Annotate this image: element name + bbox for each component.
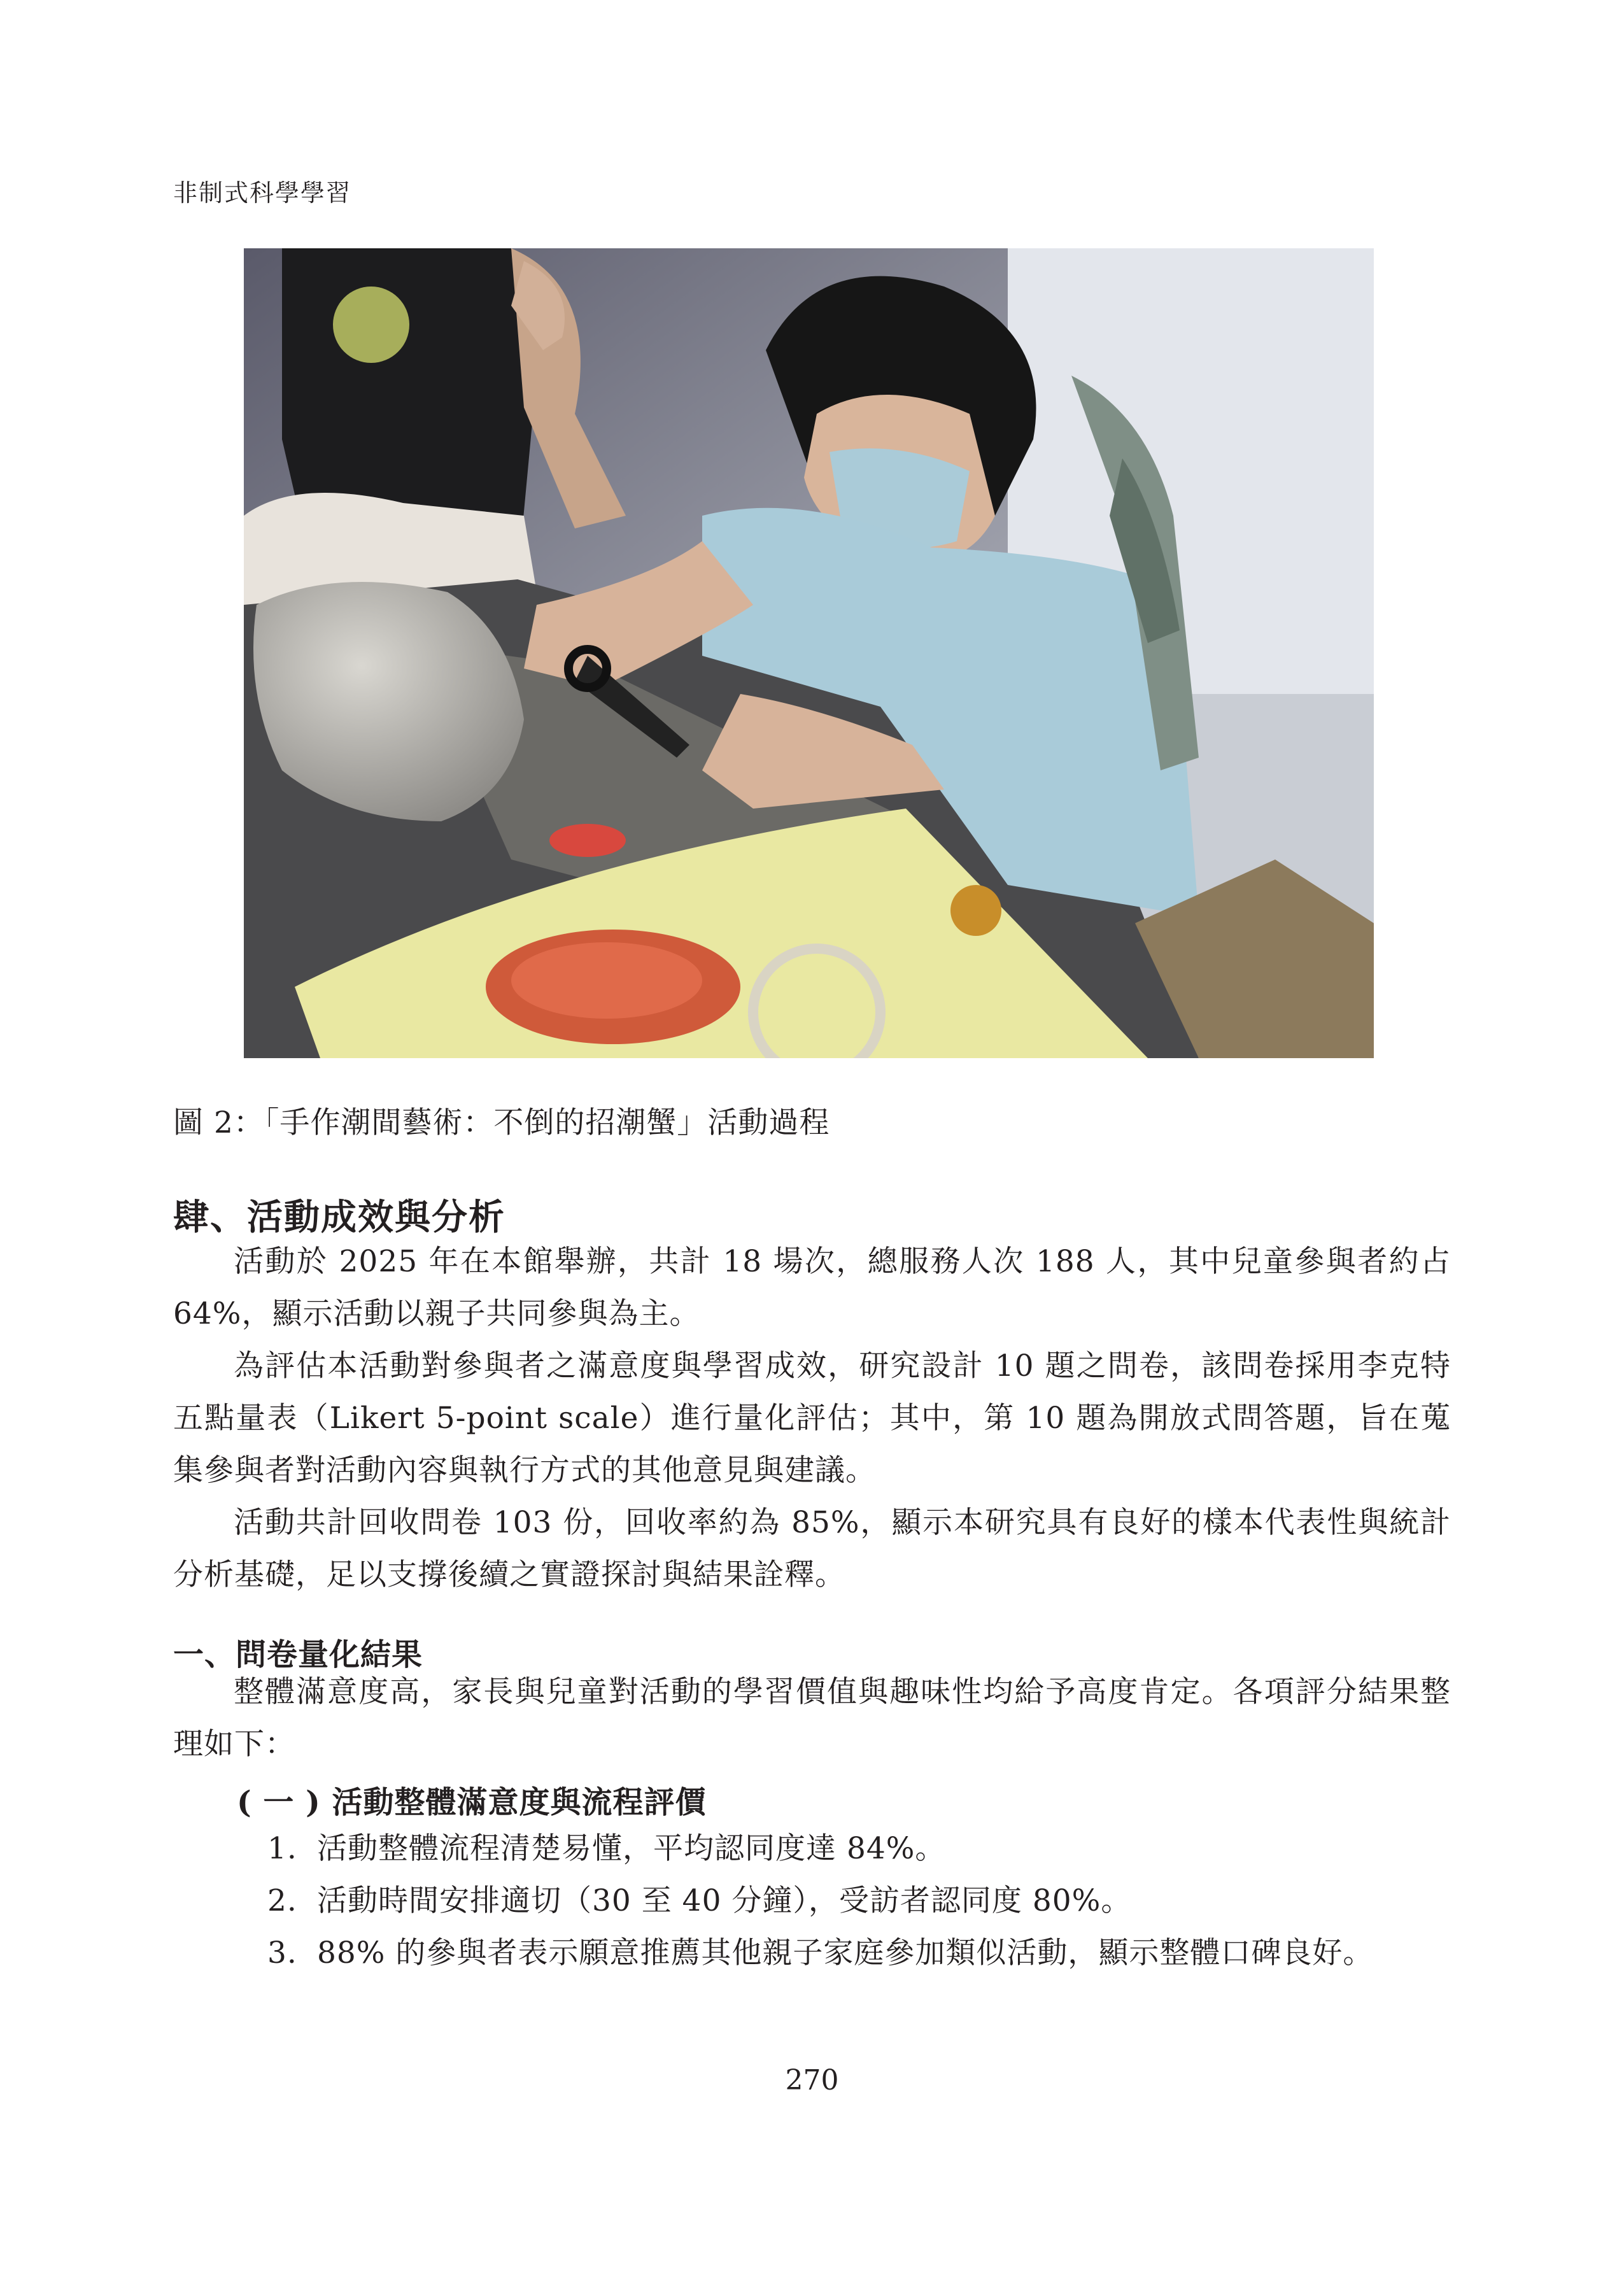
- list-item-number: 1.: [267, 1831, 297, 1866]
- list-item-text: 活動時間安排適切（30 至 40 分鐘），受訪者認同度 80%。: [317, 1883, 1132, 1918]
- section-paragraph-2: 為評估本活動對參與者之滿意度與學習成效，研究設計 10 題之問卷，該問卷採用李克特五點量表（Likert 5-point scale）進行量化評估；其中，第 10 題為開放式問答題，旨在蒐集參與者對活動內容與執行方式的其他意見與建議。: [173, 1348, 1451, 1488]
- list-item-text: 88% 的參與者表示願意推薦其他親子家庭參加類似活動，顯示整體口碑良好。: [317, 1935, 1374, 1970]
- list-item: [267, 1825, 945, 1867]
- figure-caption: 圖 2：「手作潮間藝術：不倒的招潮蟹」活動過程: [173, 1105, 830, 1140]
- subsection-paragraph: 整體滿意度高，家長與兒童對活動的學習價值與趣味性均給予高度肯定。各項評分結果整理如下：: [173, 1674, 1451, 1762]
- list-item: [267, 1877, 1131, 1920]
- photo-children-crafting-icon: [244, 248, 1374, 1058]
- list-item: [267, 1929, 1373, 1972]
- page-number: 270: [785, 2064, 839, 2097]
- list-item-number: 2.: [267, 1883, 297, 1918]
- section-paragraph-1: 活動於 2025 年在本館舉辦，共計 18 場次，總服務人次 188 人，其中兒童參與者約占 64%，顯示活動以親子共同參與為主。: [173, 1244, 1451, 1331]
- section-paragraph-3: 活動共計回收問卷 103 份，回收率約為 85%，顯示本研究具有良好的樣本代表性與統計分析基礎，足以支撐後續之實證探討與結果詮釋。: [173, 1505, 1451, 1592]
- subsection-heading: 一、問卷量化結果: [173, 1637, 423, 1673]
- running-header: 非制式科學學習: [173, 179, 352, 207]
- activity-photo: [244, 248, 1374, 1058]
- list-item-number: 3.: [267, 1935, 297, 1970]
- list-item-text: 活動整體流程清楚易懂，平均認同度達 84%。: [317, 1831, 946, 1866]
- section-heading: 肆、活動成效與分析: [173, 1196, 505, 1238]
- sub-subsection-heading: ( 一 ) 活動整體滿意度與流程評價: [237, 1785, 707, 1820]
